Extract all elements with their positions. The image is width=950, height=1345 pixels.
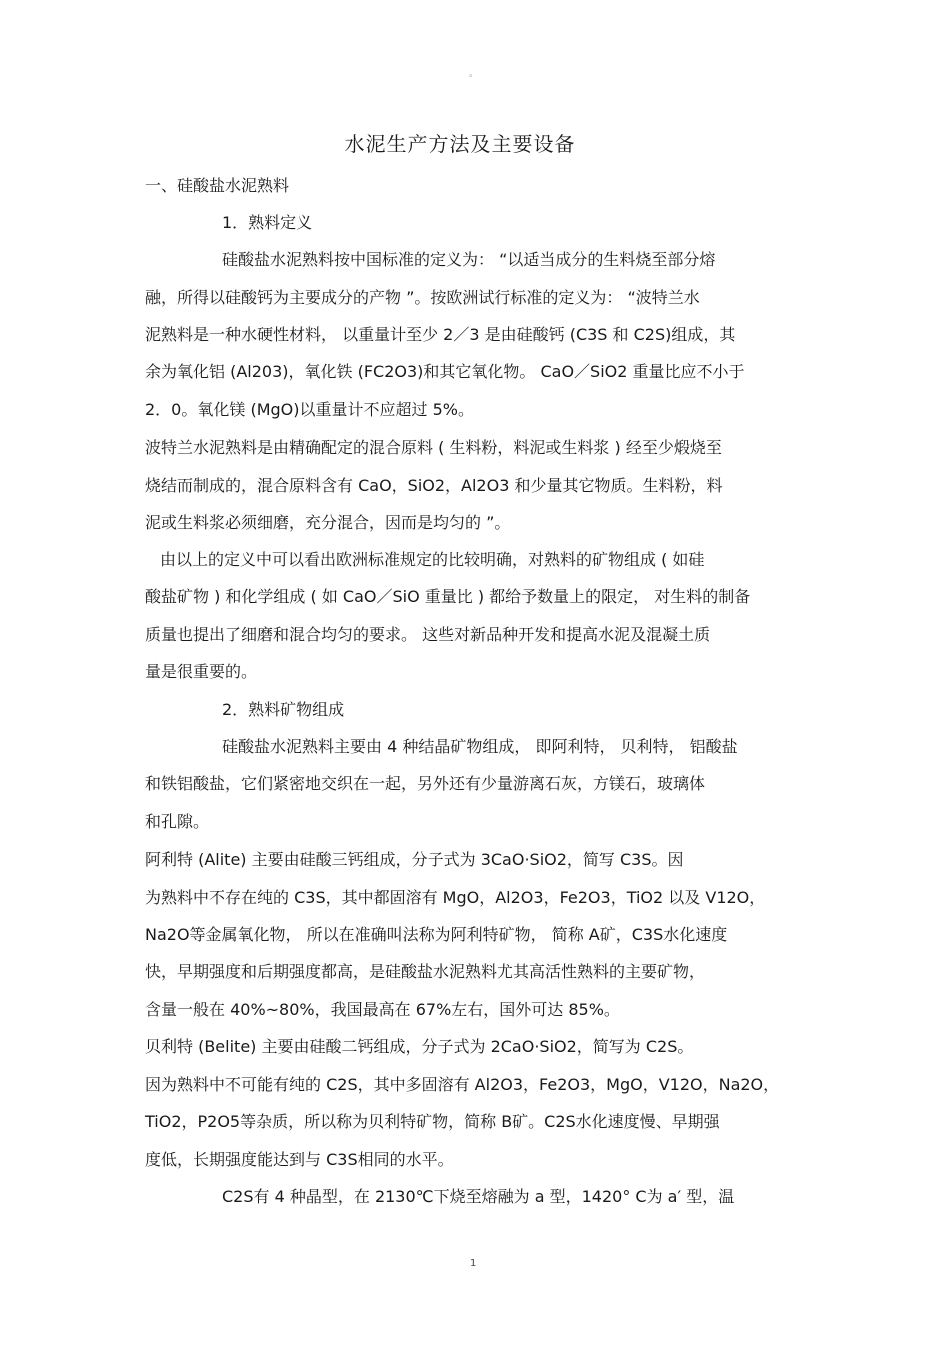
paragraph-line: 因为熟料中不可能有纯的 C2S，其中多固溶有 Al2O3，Fe2O3，MgO，V12O，Na2O， bbox=[145, 1075, 780, 1094]
paragraph-line: 硅酸盐水泥熟料按中国标准的定义为： “以适当成分的生料烧至部分熔 bbox=[222, 250, 716, 269]
paragraph-line: 快，早期强度和后期强度都高，是硅酸盐水泥熟料尤其高活性熟料的主要矿物， bbox=[145, 962, 706, 981]
section-heading-1: 一、硅酸盐水泥熟料 bbox=[145, 176, 290, 195]
paragraph-line: 硅酸盐水泥熟料主要由 4 种结晶矿物组成， 即阿利特， 贝利特， 铝酸盐 bbox=[222, 737, 738, 756]
paragraph-line: 烧结而制成的，混合原料含有 CaO，SiO2，Al2O3 和少量其它物质。生料粉，料 bbox=[145, 476, 723, 495]
paragraph-line: 由以上的定义中可以看出欧洲标准规定的比较明确，对熟料的矿物组成 ( 如硅 bbox=[160, 550, 705, 569]
paragraph-line: 融，所得以硅酸钙为主要成分的产物 ”。按欧洲试行标准的定义为： “波特兰水 bbox=[145, 288, 700, 307]
paragraph-line: 泥熟料是一种水硬性材料， 以重量计至少 2／3 是由硅酸钙 (C3S 和 C2S)组成，其 bbox=[145, 325, 736, 344]
paragraph-line: 酸盐矿物 ) 和化学组成 ( 如 CaO／SiO 重量比 ) 都给予数量上的限定， 对生料的制备 bbox=[145, 587, 751, 606]
paragraph-line: 含量一般在 40%~80%，我国最高在 67%左右，国外可达 85%。 bbox=[145, 1000, 620, 1019]
paragraph-line: Na2O等金属氧化物， 所以在准确叫法称为阿利特矿物， 简称 A矿，C3S水化速度 bbox=[145, 925, 728, 944]
paragraph-line: TiO2，P2O5等杂质，所以称为贝利特矿物，简称 B矿。C2S水化速度慢、早期强 bbox=[145, 1112, 720, 1131]
paragraph-line: 度低，长期强度能达到与 C3S相同的水平。 bbox=[145, 1150, 454, 1169]
page-number: 1 bbox=[470, 1258, 477, 1269]
header-mark: 。 bbox=[469, 69, 479, 79]
paragraph-line: 为熟料中不存在纯的 C3S，其中都固溶有 MgO，Al2O3，Fe2O3，TiO2 以及 V12O， bbox=[145, 888, 766, 907]
subheading-definition: 1．熟料定义 bbox=[222, 213, 313, 232]
paragraph-line: 2．0。氧化镁 (MgO)以重量计不应超过 5%。 bbox=[145, 400, 474, 419]
paragraph-line: 贝利特 (Belite) 主要由硅酸二钙组成，分子式为 2CaO·SiO2，简写为 C2S。 bbox=[145, 1037, 694, 1056]
paragraph-line: 余为氧化铝 (Al203)，氧化铁 (FC2O3)和其它氧化物。 CaO／SiO2 重量比应不小于 bbox=[145, 362, 745, 381]
paragraph-line: 泥或生料浆必须细磨，充分混合，因而是均匀的 ”。 bbox=[145, 513, 511, 532]
paragraph-line: 质量也提出了细磨和混合均匀的要求。 这些对新品种开发和提高水泥及混凝土质 bbox=[145, 625, 711, 644]
subheading-mineral-composition: 2．熟料矿物组成 bbox=[222, 700, 345, 719]
paragraph-line: 阿利特 (Alite) 主要由硅酸三钙组成，分子式为 3CaO·SiO2，简写 C3S。因 bbox=[145, 850, 684, 869]
paragraph-line: 波特兰水泥熟料是由精确配定的混合原料 ( 生料粉，料泥或生料浆 ) 经至少煅烧至 bbox=[145, 438, 722, 457]
paragraph-line: 量是很重要的。 bbox=[145, 662, 258, 681]
document-title: 水泥生产方法及主要设备 bbox=[344, 132, 576, 156]
paragraph-line: 和孔隙。 bbox=[145, 812, 210, 831]
paragraph-line: 和铁铝酸盐，它们紧密地交织在一起，另外还有少量游离石灰，方镁石，玻璃体 bbox=[145, 774, 706, 793]
paragraph-line: C2S有 4 种晶型，在 2130℃下烧至熔融为 a 型，1420° C为 a′ 型，温 bbox=[222, 1187, 735, 1206]
